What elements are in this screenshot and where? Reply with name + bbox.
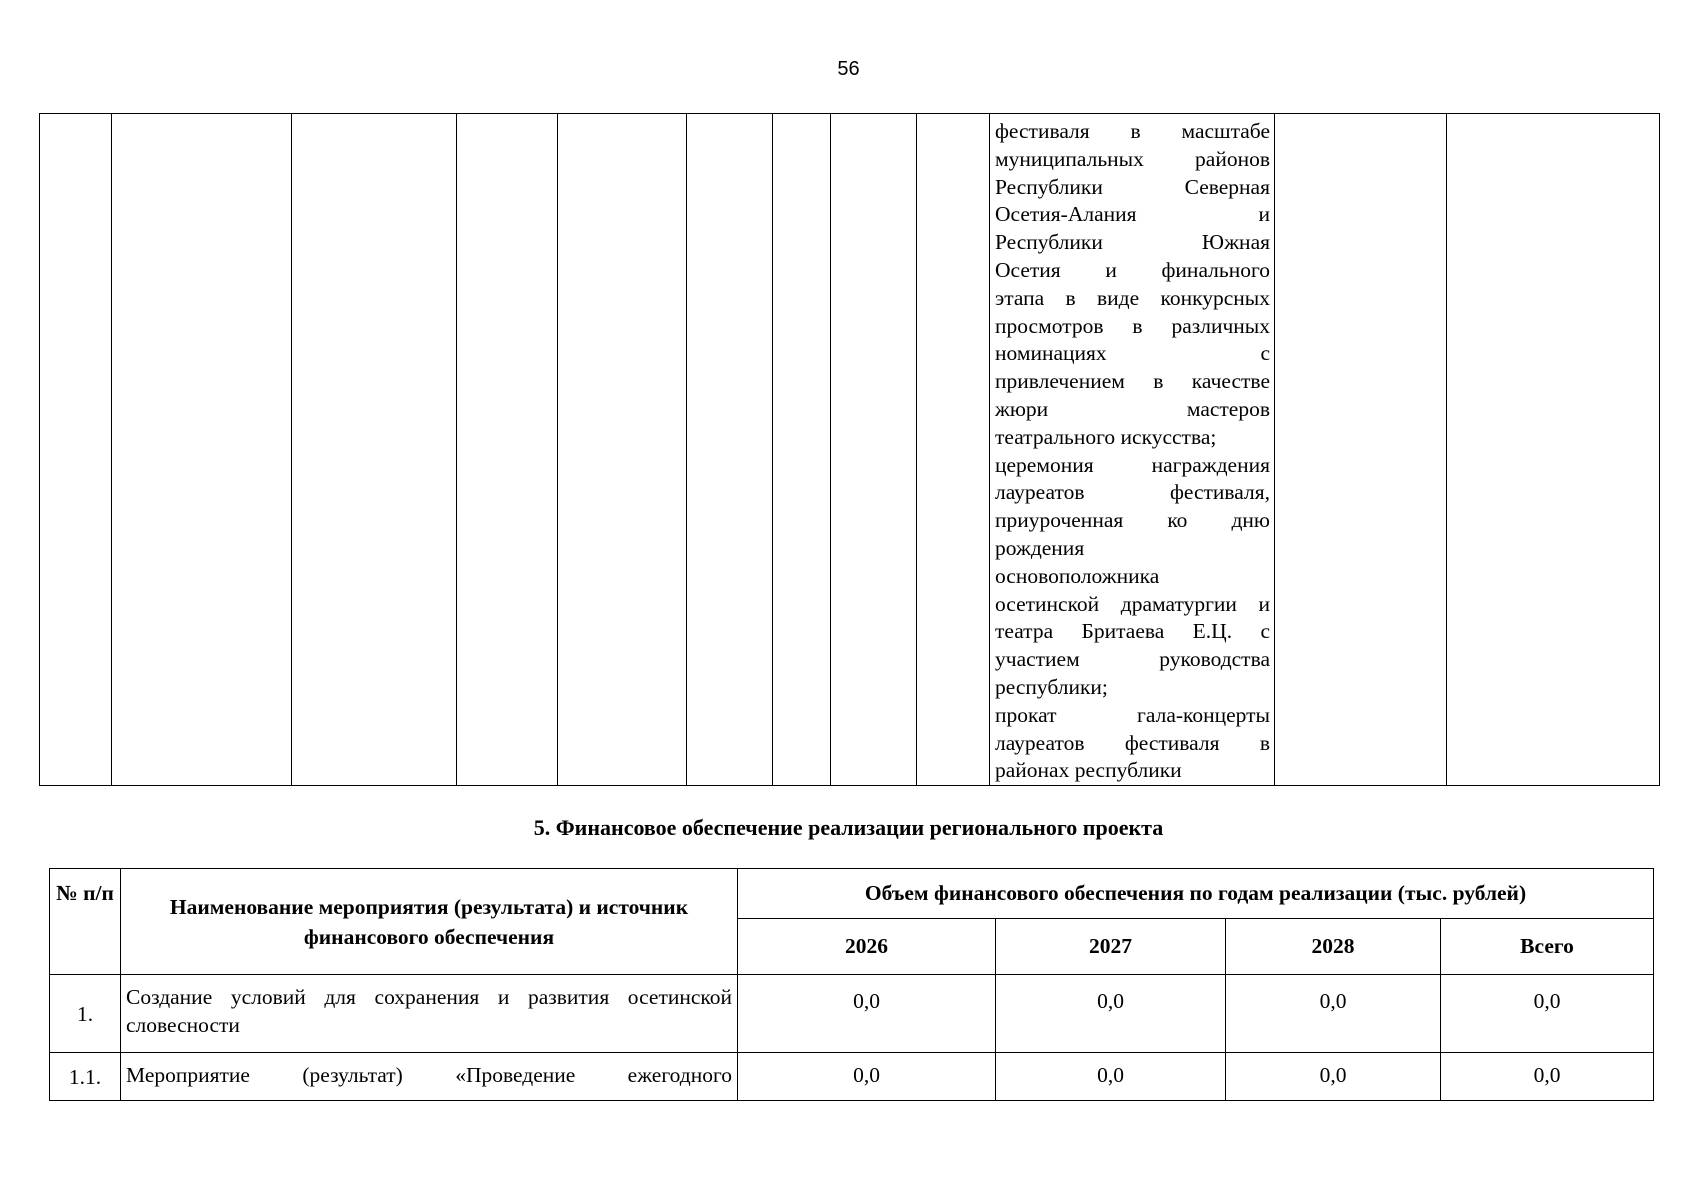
finance-table [49, 868, 1654, 1101]
description-line: просмотров в различных [995, 313, 1270, 338]
description-line: лауреатов фестиваля, [995, 480, 1270, 505]
row-name: Мероприятие (результат) «Проведение ежегодного [121, 1053, 738, 1101]
empty-cell [831, 114, 917, 786]
value-2027: 0,0 [996, 1053, 1226, 1101]
value-2026: 0,0 [738, 975, 996, 1053]
description-line: республики; [995, 674, 1108, 699]
empty-cell [112, 114, 292, 786]
value-2028: 0,0 [1226, 975, 1441, 1053]
empty-cell [40, 114, 112, 786]
empty-cell [558, 114, 687, 786]
description-line: этапа в виде конкурсных [995, 285, 1270, 310]
description-line: рождения [995, 535, 1085, 560]
description-line: фестиваля в масштабе [995, 119, 1270, 143]
table-row [50, 975, 1654, 1053]
row-number: 1. [50, 975, 121, 1053]
year-header-total: Всего [1441, 919, 1654, 975]
continuation-table [39, 113, 1660, 786]
year-header-2028: 2028 [1226, 919, 1441, 975]
empty-cell [917, 114, 990, 786]
description-line: муниципальных районов [995, 146, 1270, 171]
volume-header: Объем финансового обеспечения по годам реализации (тыс. рублей) [738, 869, 1654, 919]
description-line: театра Бритаева Е.Ц. с [995, 619, 1270, 644]
description-line: жюри мастеров [995, 396, 1270, 421]
description-line: церемония награждения [995, 452, 1270, 477]
section-title: 5. Финансовое обеспечение реализации регионального проекта [533, 815, 1164, 840]
header-row [50, 869, 1654, 919]
year-header-2026: 2026 [738, 919, 996, 975]
description-line: номинациях с [995, 341, 1270, 366]
name-column-header: Наименование мероприятия (результата) и источник финансового обеспечения [121, 869, 738, 975]
row-name: Создание условий для сохранения и развития осетинской словесности [121, 975, 738, 1053]
description-cell [990, 114, 1275, 786]
value-total: 0,0 [1441, 1053, 1654, 1101]
description-line: лауреатов фестиваля в [995, 730, 1270, 755]
empty-cell [457, 114, 558, 786]
empty-cell [1447, 114, 1660, 786]
empty-cell [1275, 114, 1447, 786]
value-2028: 0,0 [1226, 1053, 1441, 1101]
row-number: 1.1. [50, 1053, 121, 1101]
value-2027: 0,0 [996, 975, 1226, 1053]
empty-cell [292, 114, 457, 786]
description-line: районах республики [995, 758, 1182, 783]
event-description [990, 114, 1274, 785]
description-line: основоположника [995, 563, 1160, 588]
description-line: осетинской драматургии и [995, 591, 1270, 616]
description-line: Осетия-Алания и [995, 202, 1270, 227]
description-line: участием руководства [995, 647, 1270, 672]
empty-cell [687, 114, 773, 786]
description-line: приуроченная ко дню [995, 508, 1270, 533]
page-number: 56 [837, 58, 860, 80]
description-line: Осетия и финального [995, 257, 1270, 282]
description-line: театрального искусства; [995, 424, 1217, 449]
table-row [50, 1053, 1654, 1101]
description-line: Республики Южная [995, 230, 1270, 255]
year-header-2027: 2027 [996, 919, 1226, 975]
value-2026: 0,0 [738, 1053, 996, 1101]
description-line: Республики Северная [995, 174, 1270, 199]
description-line: прокат гала-концерты [995, 702, 1270, 727]
value-total: 0,0 [1441, 975, 1654, 1053]
num-column-header: № п/п [50, 869, 121, 975]
description-line: привлечением в качестве [995, 369, 1270, 394]
empty-cell [773, 114, 831, 786]
table-row [40, 114, 1660, 786]
